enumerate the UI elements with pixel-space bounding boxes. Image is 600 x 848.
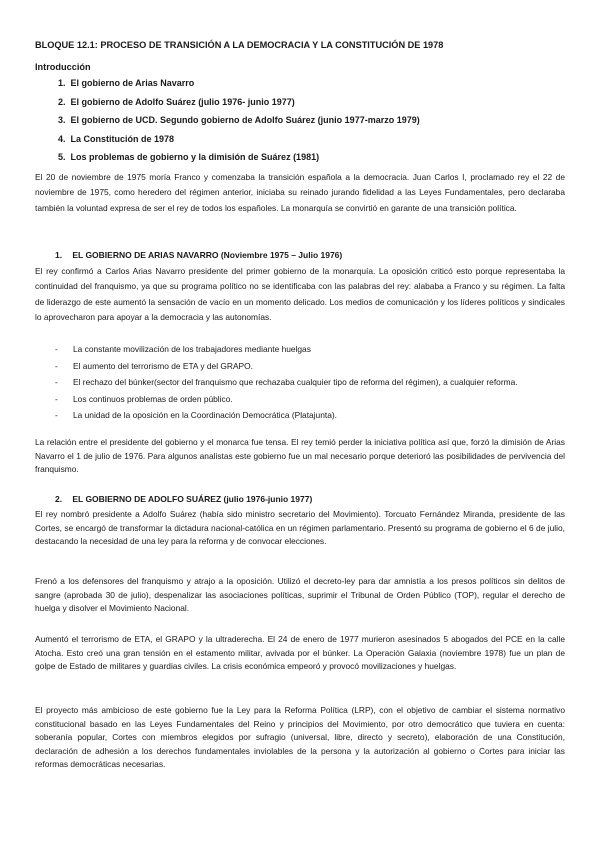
section2-number: 2. [55, 494, 63, 504]
section1-bullet-list [55, 342, 565, 423]
toc-number: 2. [58, 96, 66, 107]
list-item-text: Los continuos problemas de orden público. [73, 393, 233, 404]
list-item [55, 408, 565, 423]
section2-heading [55, 494, 312, 504]
toc-item [58, 133, 420, 152]
section1-heading [55, 250, 342, 260]
bullet-dash: - [55, 410, 58, 421]
table-of-contents [58, 77, 420, 170]
intro-heading: Introducción [35, 62, 91, 72]
toc-item [58, 114, 420, 133]
list-item [55, 342, 565, 357]
list-item [55, 392, 565, 407]
list-item [55, 359, 565, 374]
toc-text: El gobierno de Adolfo Suárez (julio 1976- junio 1977) [70, 96, 295, 107]
toc-text: La Constitución de 1978 [70, 133, 175, 144]
list-item-text: La unidad de la oposición en la Coordinación Democrática (Platajunta). [73, 410, 337, 421]
toc-number: 4. [58, 133, 66, 144]
toc-number: 1. [58, 78, 66, 88]
toc-text: Los problemas de gobierno y la dimisión de Suárez (1981) [70, 152, 320, 162]
list-item-text: La constante movilización de los trabajadores mediante huelgas [73, 344, 311, 354]
section2-paragraph: Frenó a los defensores del franquismo y atrajo a la oposición. Utilizó el decreto-ley para dar amnistía a los presos políticos sin delitos de sangre (aprobada 30 de julio), despenalizar las asociaciones políticas, suprimir el Tribunal de Orden Público (TOP), regular el derecho de huelga y disolver el Movimiento Nacional. [35, 576, 565, 614]
list-item-text: El rechazo del búnker(sector del franquismo que rechazaba cualquier tipo de reforma del régimen), a cualquier reforma. [73, 377, 518, 388]
bullet-dash: - [55, 344, 58, 354]
section2-paragraph: Aumentó el terrorismo de ETA, el GRAPO y la ultraderecha. El 24 de enero de 1977 murieron asesinados 5 abogados del PCE en la calle Atocha. Esto creó una gran tensión en el estamento militar, avivada por el búnker. La Operación Galaxia (noviembre 1978) fue un plan de golpe de Estado de militares y guardias civiles. La crisis económica empeoró y provocó movilizaciones y huelgas. [35, 634, 565, 672]
toc-item [58, 96, 420, 115]
bullet-dash: - [55, 393, 58, 404]
section2-paragraph: El proyecto más ambicioso de este gobierno fue la Ley para la Reforma Política (LRP), con el objetivo de cambiar el sistema normativo constitucional basado en las Leyes Fundamentales del Reino y principios del Movimiento, por otro democrático que tuviera en cuenta: soberanía popular, Cortes con miembros elegidos por sufragio (universal, libre, directo y secreto), elaboración de una Constitución, declaración de adhesión a los derechos fundamentales inviolables de la persona y la autorización al gobierno o Cortes para iniciar las reformas democráticas necesarias. [35, 705, 565, 770]
toc-item [58, 77, 420, 96]
list-item [55, 375, 565, 390]
bullet-dash: - [55, 360, 58, 371]
document-title: BLOQUE 12.1: PROCESO DE TRANSICIÓN A LA DEMOCRACIA Y LA CONSTITUCIÓN DE 1978 [35, 40, 444, 50]
section1-title: EL GOBIERNO DE ARIAS NAVARRO (Noviembre 1975 – Julio 1976) [72, 250, 343, 260]
toc-item [58, 151, 420, 170]
section1-closing-paragraph: La relación entre el presidente del gobierno y el monarca fue tensa. El rey temió perder la iniciativa política así que, forzó la dimisión de Arias Navarro el 1 de julio de 1976. Para algunos analistas este gobierno fue un mal necesario porque deterioró las posibilidades de pervivencia del franquismo. [35, 437, 565, 475]
toc-number: 5. [58, 152, 66, 162]
section2-title: EL GOBIERNO DE ADOLFO SUÁREZ (julio 1976-junio 1977) [72, 494, 313, 504]
bullet-dash: - [55, 377, 58, 388]
section1-number: 1. [55, 250, 63, 260]
toc-text: El gobierno de Arias Navarro [70, 78, 195, 88]
section1-paragraph: El rey confirmó a Carlos Arias Navarro presidente del primer gobierno de la monarquía. La oposición criticó esto porque representaba la continuidad del franquismo, ya que su programa político no se identificaba con las palabras del rey: alababa a Franco y su régimen. La falta de liderazgo de este aumentó la sensación de vacío en un momento delicado. Los medios de comunicación y los líderes políticos y sindicales lo aprovecharon para apoyar a la democracia y las autonomías. [35, 266, 565, 323]
toc-number: 3. [58, 115, 66, 125]
intro-paragraph: El 20 de noviembre de 1975 moría Franco y comenzaba la transición española a la democracia. Juan Carlos I, proclamado rey el 22 de noviembre de 1975, como heredero del régimen anterior, iniciaba su reinado jurando fidelidad a las Leyes Fundamentales, pero declaraba también la voluntad expresa de ser el rey de todos los españoles. La monarquía se convirtió en garante de una transición política. [35, 172, 565, 213]
list-item-text: El aumento del terrorismo de ETA y del GRAPO. [73, 360, 253, 371]
section2-paragraph: El rey nombró presidente a Adolfo Suárez (había sido ministro secretario del Movimiento). Torcuato Fernández Miranda, presidente de las Cortes, se encargó de transformar la dictadura nacional-católica en un régimen parlamentario. Presentó su programa de gobierno el 6 de julio, destacando la necesidad de una ley para la reforma y de convocar elecciones. [35, 509, 565, 547]
toc-text: El gobierno de UCD. Segundo gobierno de Adolfo Suárez (junio 1977-marzo 1979) [70, 115, 420, 125]
